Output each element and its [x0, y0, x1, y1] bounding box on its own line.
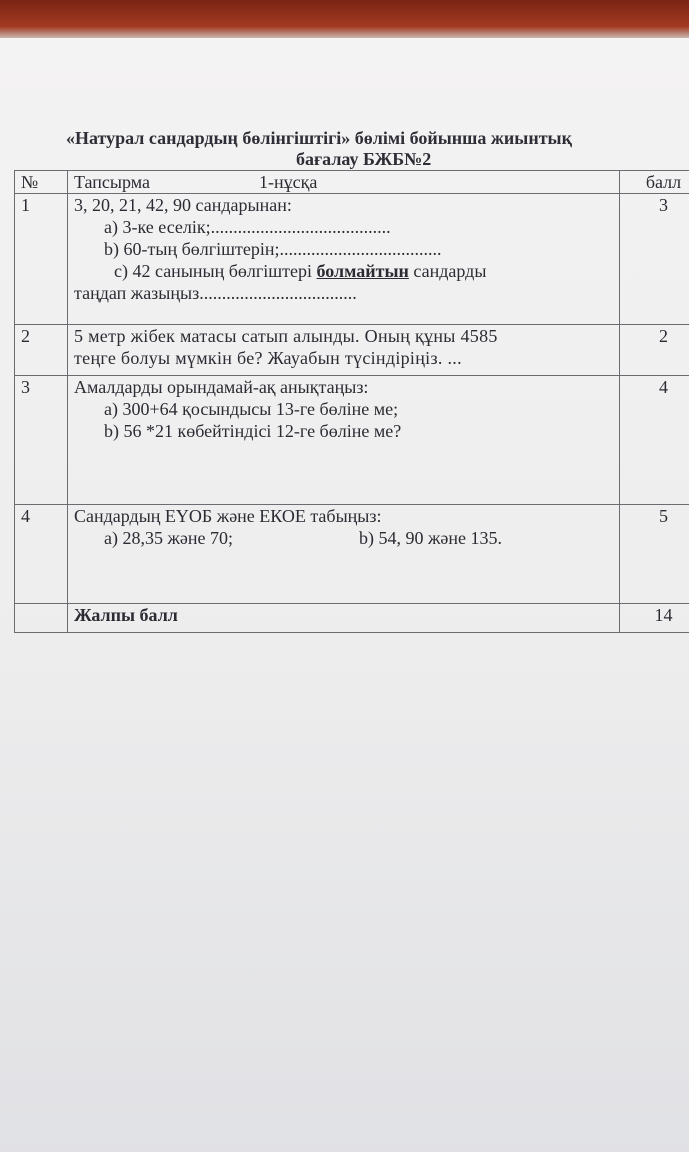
assessment-table	[14, 170, 689, 633]
task-item-a: a) 3-ке еселік;........................................	[104, 217, 391, 237]
task-item-c-emphasis: болмайтын	[316, 261, 409, 281]
row-number: 2	[15, 325, 68, 376]
task-intro: 3, 20, 21, 42, 90 сандарынан:	[74, 195, 292, 215]
task-item-c-suffix: сандарды	[408, 261, 487, 281]
task-item-b: b) 54, 90 және 135.	[359, 528, 503, 548]
task-intro: Амалдарды орындамай-ақ анықтаңыз:	[74, 377, 369, 397]
total-num-cell	[15, 604, 68, 633]
table-header-row	[15, 171, 689, 194]
task-item-c	[74, 260, 613, 282]
document-title: «Натурал сандардың бөлінгіштігі» бөлімі бойынша жиынтық	[66, 128, 572, 148]
header-score: балл	[620, 171, 689, 194]
task-item-a: a) 300+64 қосындысы 13-ге бөліне ме;	[104, 399, 399, 419]
task-item-c-prefix: c) 42 санының бөлгіштері	[114, 261, 317, 281]
score-cell: 3	[620, 194, 689, 325]
total-label: Жалпы балл	[68, 604, 620, 633]
task-cell	[68, 505, 620, 604]
background-band-top	[0, 0, 689, 38]
task-item-b: b) 56 *21 көбейтіндісі 12-ге бөліне ме?	[104, 421, 402, 441]
header-variant-label: 1-нұсқа	[259, 172, 318, 192]
task-line-2: теңге болуы мүмкін бе? Жауабын түсіндіріңіз. ...	[74, 348, 462, 368]
row-number: 3	[15, 376, 68, 505]
table-row	[15, 505, 689, 604]
task-line-1: 5 метр жібек матасы сатып алынды. Оның құны 4585	[74, 326, 498, 346]
task-cell	[68, 376, 620, 505]
task-items	[74, 527, 613, 549]
header-task-label: Тапсырма	[74, 172, 150, 192]
task-item-c-continuation: таңдап жазыңыз...................................	[74, 283, 357, 303]
task-cell	[68, 194, 620, 325]
score-cell: 4	[620, 376, 689, 505]
header-num: №	[15, 171, 68, 194]
task-item-b: b) 60-тың бөлгіштерін;....................................	[104, 239, 442, 259]
score-cell: 5	[620, 505, 689, 604]
row-number: 1	[15, 194, 68, 325]
table-row	[15, 325, 689, 376]
document-subtitle: бағалау БЖБ№2	[296, 149, 432, 169]
table-row	[15, 194, 689, 325]
task-intro: Сандардың ЕҮОБ және ЕКОЕ табыңыз:	[74, 506, 382, 526]
row-number: 4	[15, 505, 68, 604]
task-cell	[68, 325, 620, 376]
header-task	[68, 171, 620, 194]
score-cell: 2	[620, 325, 689, 376]
total-score: 14	[620, 604, 689, 633]
task-item-a: a) 28,35 және 70;	[104, 528, 234, 548]
total-row	[15, 604, 689, 633]
table-row	[15, 376, 689, 505]
